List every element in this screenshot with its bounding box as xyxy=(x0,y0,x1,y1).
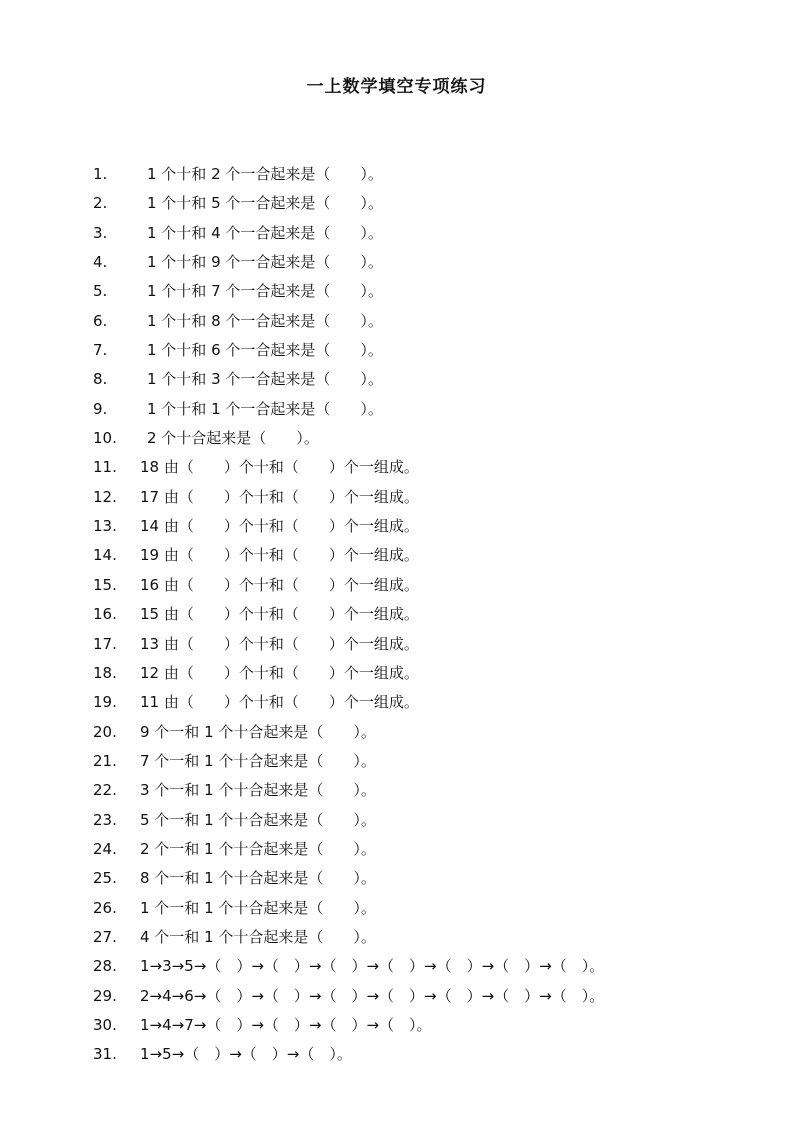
question-number: 6. xyxy=(93,311,108,330)
question-number: 9. xyxy=(93,399,108,418)
question-number: 10. xyxy=(93,429,117,448)
question-number: 27. xyxy=(93,927,117,946)
list-item xyxy=(93,248,773,277)
list-item xyxy=(93,718,773,747)
question-text: 1 个十和 3 个一合起来是（ ）。 xyxy=(147,370,383,389)
question-text: 4 个一和 1 个十合起来是（ ）。 xyxy=(140,927,376,946)
question-text: 19 由（ ）个十和（ ）个一组成。 xyxy=(140,546,419,565)
question-text: 1 个十和 4 个一合起来是（ ）。 xyxy=(147,223,383,242)
question-text: 2 个一和 1 个十合起来是（ ）。 xyxy=(140,839,376,858)
question-number: 1. xyxy=(93,165,108,183)
question-text: 1 个十和 9 个一合起来是（ ）。 xyxy=(147,253,383,272)
question-text: 8 个一和 1 个十合起来是（ ）。 xyxy=(140,869,376,888)
question-text: 1 个十和 8 个一合起来是（ ）。 xyxy=(147,311,383,330)
list-item xyxy=(93,160,773,189)
list-item xyxy=(93,336,773,365)
question-text: 11 由（ ）个十和（ ）个一组成。 xyxy=(140,693,419,712)
list-item xyxy=(93,395,773,424)
question-number: 31. xyxy=(93,1045,117,1064)
question-text: 1→5→（ ）→（ ）→（ ）。 xyxy=(140,1045,352,1064)
list-item xyxy=(93,688,773,717)
question-number: 26. xyxy=(93,898,117,917)
question-text: 18 由（ ）个十和（ ）个一组成。 xyxy=(140,458,419,477)
question-text: 2 个十合起来是（ ）。 xyxy=(147,429,319,448)
list-item xyxy=(93,923,773,952)
question-text: 1 个十和 1 个一合起来是（ ）。 xyxy=(147,399,383,418)
question-number: 25. xyxy=(93,869,117,888)
question-number: 17. xyxy=(93,634,117,653)
question-number: 13. xyxy=(93,517,117,536)
question-text: 1 个十和 7 个一合起来是（ ）。 xyxy=(147,282,383,301)
list-item xyxy=(93,512,773,541)
question-number: 30. xyxy=(93,1015,117,1034)
question-text: 1 个十和 6 个一合起来是（ ）。 xyxy=(147,341,383,360)
question-text: 12 由（ ）个十和（ ）个一组成。 xyxy=(140,663,419,682)
question-number: 3. xyxy=(93,223,108,242)
question-text: 1→3→5→（ ）→（ ）→（ ）→（ ）→（ ）→（ ）→（ ）。 xyxy=(140,957,605,976)
list-item xyxy=(93,277,773,306)
list-item xyxy=(93,219,773,248)
question-number: 18. xyxy=(93,663,117,682)
list-item xyxy=(93,600,773,629)
question-text: 1 个十和 5 个一合起来是（ ）。 xyxy=(147,194,383,213)
question-text: 17 由（ ）个十和（ ）个一组成。 xyxy=(140,487,419,506)
question-text: 1→4→7→（ ）→（ ）→（ ）→（ ）。 xyxy=(140,1015,432,1034)
list-item xyxy=(93,894,773,923)
list-item xyxy=(93,424,773,453)
list-item xyxy=(93,453,773,482)
question-number: 21. xyxy=(93,751,117,770)
question-text: 15 由（ ）个十和（ ）个一组成。 xyxy=(140,605,419,624)
question-number: 5. xyxy=(93,282,108,301)
question-text: 9 个一和 1 个十合起来是（ ）。 xyxy=(140,722,376,741)
question-number: 28. xyxy=(93,957,117,976)
list-item xyxy=(93,189,773,218)
question-number: 19. xyxy=(93,693,117,712)
list-item xyxy=(93,864,773,893)
list-item xyxy=(93,776,773,805)
question-text: 5 个一和 1 个十合起来是（ ）。 xyxy=(140,810,376,829)
question-text: 16 由（ ）个十和（ ）个一组成。 xyxy=(140,575,419,594)
question-number: 14. xyxy=(93,546,117,565)
list-item xyxy=(93,835,773,864)
question-text: 7 个一和 1 个十合起来是（ ）。 xyxy=(140,751,376,770)
question-number: 15. xyxy=(93,575,117,594)
list-item xyxy=(93,630,773,659)
question-number: 2. xyxy=(93,194,108,213)
question-number: 8. xyxy=(93,370,108,389)
list-item xyxy=(93,571,773,600)
list-item xyxy=(93,952,773,981)
question-number: 22. xyxy=(93,781,117,800)
question-text: 1 个十和 2 个一合起来是（ ）。 xyxy=(147,165,383,183)
question-text: 2→4→6→（ ）→（ ）→（ ）→（ ）→（ ）→（ ）→（ ）。 xyxy=(140,986,605,1005)
question-list xyxy=(93,160,773,1070)
question-number: 7. xyxy=(93,341,108,360)
question-number: 20. xyxy=(93,722,117,741)
list-item xyxy=(93,1011,773,1040)
list-item xyxy=(93,307,773,336)
question-number: 12. xyxy=(93,487,117,506)
question-number: 16. xyxy=(93,605,117,624)
question-number: 24. xyxy=(93,839,117,858)
question-number: 29. xyxy=(93,986,117,1005)
question-number: 4. xyxy=(93,253,108,272)
list-item xyxy=(93,365,773,394)
list-item xyxy=(93,483,773,512)
question-text: 1 个一和 1 个十合起来是（ ）。 xyxy=(140,898,376,917)
question-text: 14 由（ ）个十和（ ）个一组成。 xyxy=(140,517,419,536)
question-number: 23. xyxy=(93,810,117,829)
list-item xyxy=(93,1040,773,1069)
list-item xyxy=(93,541,773,570)
question-text: 3 个一和 1 个十合起来是（ ）。 xyxy=(140,781,376,800)
list-item xyxy=(93,659,773,688)
list-item xyxy=(93,747,773,776)
list-item xyxy=(93,806,773,835)
page-title: 一上数学填空专项练习 xyxy=(306,77,487,97)
question-text: 13 由（ ）个十和（ ）个一组成。 xyxy=(140,634,419,653)
question-number: 11. xyxy=(93,458,117,477)
list-item xyxy=(93,982,773,1011)
